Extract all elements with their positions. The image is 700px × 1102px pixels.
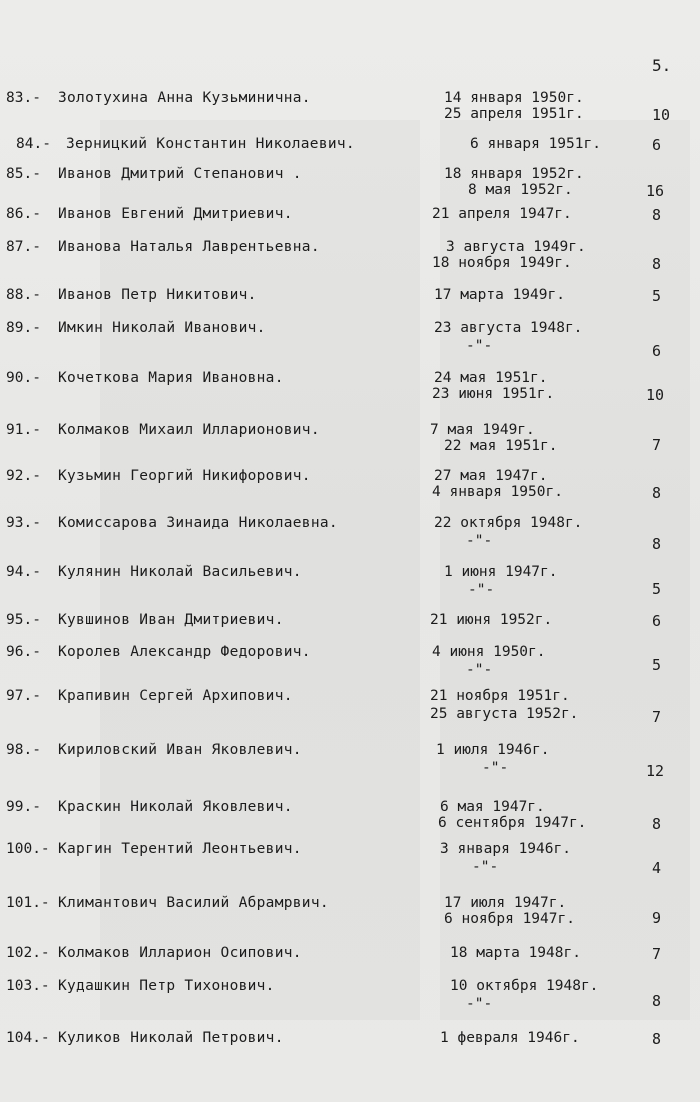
list-item bbox=[0, 644, 700, 684]
date-primary: 24 мая 1951г. bbox=[434, 370, 548, 386]
date-primary: 1 июня 1947г. bbox=[444, 564, 558, 580]
count-value: 6 bbox=[652, 342, 662, 360]
list-item bbox=[0, 166, 700, 206]
date-secondary: 8 мая 1952г. bbox=[468, 182, 573, 198]
list-item bbox=[0, 370, 700, 410]
entry-number: 102.- bbox=[6, 945, 50, 961]
person-name: Золотухина Анна Кузьминична. bbox=[58, 90, 311, 106]
person-name: Колмаков Илларион Осипович. bbox=[58, 945, 302, 961]
entry-number: 95.- bbox=[6, 612, 41, 628]
count-value: 12 bbox=[646, 762, 665, 780]
entry-number: 94.- bbox=[6, 564, 41, 580]
entry-number: 99.- bbox=[6, 799, 41, 815]
date-primary: 17 марта 1949г. bbox=[434, 287, 565, 303]
entry-number: 91.- bbox=[6, 422, 41, 438]
entry-number: 92.- bbox=[6, 468, 41, 484]
date-primary: 3 января 1946г. bbox=[440, 841, 571, 857]
entry-number: 83.- bbox=[6, 90, 41, 106]
date-secondary: 4 января 1950г. bbox=[432, 484, 563, 500]
list-item bbox=[0, 320, 700, 360]
count-value: 16 bbox=[646, 182, 665, 200]
entry-number: 89.- bbox=[6, 320, 41, 336]
list-item bbox=[0, 688, 700, 728]
count-value: 4 bbox=[652, 859, 662, 877]
person-name: Иванов Петр Никитович. bbox=[58, 287, 257, 303]
date-primary: 3 августа 1949г. bbox=[446, 239, 586, 255]
entry-number: 88.- bbox=[6, 287, 41, 303]
date-primary: 4 июня 1950г. bbox=[432, 644, 546, 660]
count-value: 8 bbox=[652, 484, 662, 502]
date-primary: 1 июля 1946г. bbox=[436, 742, 550, 758]
entry-number: 100.- bbox=[6, 841, 50, 857]
list-item bbox=[0, 895, 700, 935]
ditto-mark: -"- bbox=[482, 760, 509, 776]
date-primary: 22 октября 1948г. bbox=[434, 515, 583, 531]
entry-number: 85.- bbox=[6, 166, 41, 182]
date-primary: 21 ноября 1951г. bbox=[430, 688, 570, 704]
ditto-mark: -"- bbox=[466, 662, 493, 678]
date-primary: 27 мая 1947г. bbox=[434, 468, 548, 484]
count-value: 7 bbox=[652, 436, 662, 454]
person-name: Кулянин Николай Васильевич. bbox=[58, 564, 302, 580]
ditto-mark: -"- bbox=[466, 338, 493, 354]
ditto-mark: -"- bbox=[468, 582, 495, 598]
ditto-mark: -"- bbox=[466, 533, 493, 549]
entry-number: 98.- bbox=[6, 742, 41, 758]
person-name: Иванова Наталья Лаврентьевна. bbox=[58, 239, 320, 255]
person-name: Колмаков Михаил Илларионович. bbox=[58, 422, 320, 438]
count-value: 5 bbox=[652, 656, 662, 674]
entry-number: 90.- bbox=[6, 370, 41, 386]
count-value: 8 bbox=[652, 255, 662, 273]
date-primary: 14 января 1950г. bbox=[444, 90, 584, 106]
ditto-mark: -"- bbox=[466, 996, 493, 1012]
person-name: Иванов Дмитрий Степанович . bbox=[58, 166, 302, 182]
count-value: 10 bbox=[652, 106, 671, 124]
list-item bbox=[0, 422, 700, 462]
list-item bbox=[0, 239, 700, 279]
date-primary: 6 мая 1947г. bbox=[440, 799, 545, 815]
count-value: 9 bbox=[652, 909, 662, 927]
entry-number: 96.- bbox=[6, 644, 41, 660]
count-value: 6 bbox=[652, 612, 662, 630]
entry-number: 104.- bbox=[6, 1030, 50, 1046]
date-primary: 18 марта 1948г. bbox=[450, 945, 581, 961]
count-value: 5 bbox=[652, 287, 662, 305]
person-name: Куликов Николай Петрович. bbox=[58, 1030, 284, 1046]
entry-number: 97.- bbox=[6, 688, 41, 704]
ditto-mark: -"- bbox=[472, 859, 499, 875]
date-primary: 17 июля 1947г. bbox=[444, 895, 567, 911]
person-name: Кочеткова Мария Ивановна. bbox=[58, 370, 284, 386]
list-item bbox=[0, 742, 700, 782]
date-primary: 7 мая 1949г. bbox=[430, 422, 535, 438]
person-name: Королев Александр Федорович. bbox=[58, 644, 311, 660]
list-item bbox=[0, 90, 700, 130]
list-item bbox=[0, 841, 700, 881]
date-primary: 23 августа 1948г. bbox=[434, 320, 583, 336]
date-secondary: 25 августа 1952г. bbox=[430, 706, 579, 722]
entry-number: 86.- bbox=[6, 206, 41, 222]
person-name: Имкин Николай Иванович. bbox=[58, 320, 266, 336]
count-value: 8 bbox=[652, 815, 662, 833]
count-value: 8 bbox=[652, 535, 662, 553]
list-item bbox=[0, 799, 700, 839]
list-item bbox=[0, 564, 700, 604]
count-value: 6 bbox=[652, 136, 662, 154]
entry-number: 93.- bbox=[6, 515, 41, 531]
entry-number: 87.- bbox=[6, 239, 41, 255]
person-name: Иванов Евгений Дмитриевич. bbox=[58, 206, 293, 222]
list-item bbox=[0, 515, 700, 555]
list-item bbox=[0, 1030, 700, 1070]
count-value: 7 bbox=[652, 708, 662, 726]
person-name: Каргин Терентий Леонтьевич. bbox=[58, 841, 302, 857]
count-value: 7 bbox=[652, 945, 662, 963]
date-secondary: 6 сентября 1947г. bbox=[438, 815, 587, 831]
count-value: 10 bbox=[646, 386, 665, 404]
person-name: Крапивин Сергей Архипович. bbox=[58, 688, 293, 704]
person-name: Кувшинов Иван Дмитриевич. bbox=[58, 612, 284, 628]
entry-number: 84.- bbox=[16, 136, 51, 152]
date-secondary: 25 апреля 1951г. bbox=[444, 106, 584, 122]
date-primary: 21 апреля 1947г. bbox=[432, 206, 572, 222]
count-value: 5 bbox=[652, 580, 662, 598]
date-primary: 1 февраля 1946г. bbox=[440, 1030, 580, 1046]
list-item bbox=[0, 978, 700, 1018]
date-primary: 18 января 1952г. bbox=[444, 166, 584, 182]
date-primary: 10 октября 1948г. bbox=[450, 978, 599, 994]
list-item bbox=[0, 468, 700, 508]
entry-number: 103.- bbox=[6, 978, 50, 994]
date-secondary: 22 мая 1951г. bbox=[444, 438, 558, 454]
date-secondary: 18 ноября 1949г. bbox=[432, 255, 572, 271]
person-name: Климантович Василий Абрамрвич. bbox=[58, 895, 329, 911]
person-name: Зерницкий Константин Николаевич. bbox=[66, 136, 355, 152]
count-value: 8 bbox=[652, 992, 662, 1010]
person-name: Кириловский Иван Яковлевич. bbox=[58, 742, 302, 758]
count-value: 8 bbox=[652, 206, 662, 224]
entry-number: 101.- bbox=[6, 895, 50, 911]
date-primary: 6 января 1951г. bbox=[470, 136, 601, 152]
page-number: 5. bbox=[652, 56, 672, 75]
person-name: Комиссарова Зинаида Николаевна. bbox=[58, 515, 338, 531]
person-name: Кудашкин Петр Тихонович. bbox=[58, 978, 275, 994]
count-value: 8 bbox=[652, 1030, 662, 1048]
person-name: Краскин Николай Яковлевич. bbox=[58, 799, 293, 815]
date-primary: 21 июня 1952г. bbox=[430, 612, 553, 628]
date-secondary: 23 июня 1951г. bbox=[432, 386, 555, 402]
date-secondary: 6 ноября 1947г. bbox=[444, 911, 575, 927]
person-name: Кузьмин Георгий Никифорович. bbox=[58, 468, 311, 484]
